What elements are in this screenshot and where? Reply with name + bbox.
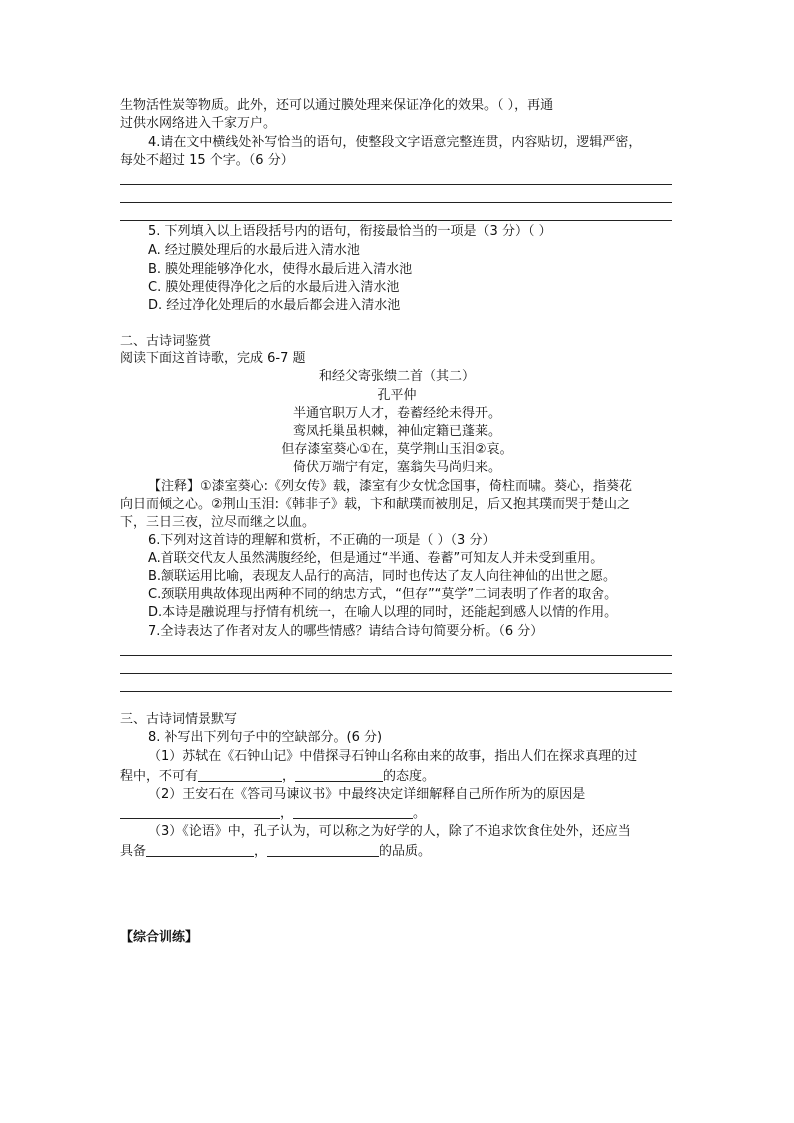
option-a: A.首联交代友人虽然满腹经纶，但是通过“半通、卷蓄”可知友人并未受到重用。 [148, 551, 604, 566]
fill-item-1: （1）苏轼在《石钟山记》中借探寻石钟山名称由来的故事，指出人们在探求真理的过 [148, 749, 638, 764]
section-heading: 二、古诗词鉴赏 [120, 334, 212, 349]
question-5-stem: 5. 下列填入以上语段括号内的语句，衔接最恰当的一项是（3 分）（ ） [148, 224, 552, 239]
question-4-stem: 4.请在文中横线处补写恰当的语句，使整段文字语意完整连贯，内容贴切，逻辑严密， [148, 135, 642, 150]
passage-line: 生物活性炭等物质。此外，还可以通过膜处理来保证净化的效果。（ ），再通 [120, 98, 554, 113]
fill-text: 的态度。 [383, 769, 436, 784]
question-8-stem: 8. 补写出下列句子中的空缺部分。(6 分) [148, 730, 383, 745]
option-d: D. 经过净化处理后的水最后都会进入清水池 [148, 298, 401, 313]
answer-line[interactable] [120, 655, 672, 656]
option-b: B. 膜处理能够净化水，使得水最后进入清水池 [148, 262, 413, 277]
answer-line[interactable] [120, 202, 672, 203]
section-intro: 阅读下面这首诗歌，完成 6-7 题 [120, 351, 306, 366]
poem-line: 倚伏万端宁有定，塞翁失马尚归来。 [292, 460, 501, 475]
fill-blank[interactable] [146, 842, 254, 857]
fill-item-2: （2）王安石在《答司马谏议书》中最终决定详细解释自己所作所为的原因是 [148, 787, 586, 802]
fill-blank[interactable] [267, 842, 379, 857]
answer-line[interactable] [120, 220, 672, 221]
answer-line[interactable] [120, 184, 672, 185]
fill-text: ， [280, 806, 294, 821]
fill-text: 的品质。 [379, 844, 432, 859]
poem-line: 但存漆室葵心①在，莫学荆山玉泪②哀。 [281, 442, 513, 457]
annotation-line: 下，三日三夜，泣尽而继之以血。 [120, 515, 316, 530]
fill-item-3-cont [120, 842, 431, 861]
question-7-stem: 7.全诗表达了作者对友人的哪些情感？请结合诗句简要分析。（6 分） [148, 624, 544, 639]
poem-title: 和经父寄张缋二首（其二） [318, 369, 475, 384]
fill-text: 。 [413, 806, 427, 821]
fill-blank[interactable] [198, 767, 282, 782]
fill-item-1-cont [120, 767, 435, 786]
option-b: B.颔联运用比喻，表现友人品行的高洁，同时也传达了友人向往神仙的出世之愿。 [148, 569, 617, 584]
question-6-stem: 6.下列对这首诗的理解和赏析，不正确的一项是（ ）（3 分） [148, 533, 496, 548]
poem-line: 半通官职万人才，卷蓄经纶未得开。 [292, 406, 501, 421]
fill-blank[interactable] [293, 804, 413, 819]
fill-text: 程中，不可有 [120, 769, 199, 784]
fill-blank[interactable] [120, 804, 280, 819]
answer-line[interactable] [120, 691, 672, 692]
annotation-line: 向日而倾之心。②荆山玉泪:《韩非子》载，卞和献璞而被刖足，后又抱其璞而哭于楚山之 [120, 497, 631, 512]
passage-line: 过供水网络进入千家万户。 [120, 116, 277, 131]
fill-item-3: （3）《论语》中，孔子认为，可以称之为好学的人，除了不追求饮食住处外，还应当 [148, 824, 631, 839]
annotation-line: 【注释】①漆室葵心:《列女传》载，漆室有少女忧念国事，倚柱而啸。葵心，指葵花 [148, 479, 633, 494]
option-c: C.颈联用典故体现出两种不同的纳忠方式，“但存”“莫学”二词表明了作者的取舍。 [148, 587, 618, 602]
fill-text: ， [254, 844, 268, 859]
training-heading: 【综合训练】 [120, 930, 199, 945]
answer-line[interactable] [120, 673, 672, 674]
fill-text: 具备 [120, 844, 147, 859]
fill-blank[interactable] [295, 767, 383, 782]
option-c: C. 膜处理使得净化之后的水最后进入清水池 [148, 280, 400, 295]
option-d: D.本诗是融说理与抒情有机统一，在喻人以理的同时，还能起到感人以情的作用。 [148, 605, 618, 620]
fill-item-2-cont [120, 804, 426, 823]
section-heading: 三、古诗词情景默写 [120, 712, 238, 727]
poem-author: 孔平仲 [377, 388, 417, 403]
poem-line: 鸾凤托巢虽枳棘，神仙定籍已蓬莱。 [292, 424, 501, 439]
question-4-stem-cont: 每处不超过 15 个字。（6 分） [120, 153, 294, 168]
option-a: A. 经过膜处理后的水最后进入清水池 [148, 243, 360, 258]
fill-text: ， [282, 769, 296, 784]
